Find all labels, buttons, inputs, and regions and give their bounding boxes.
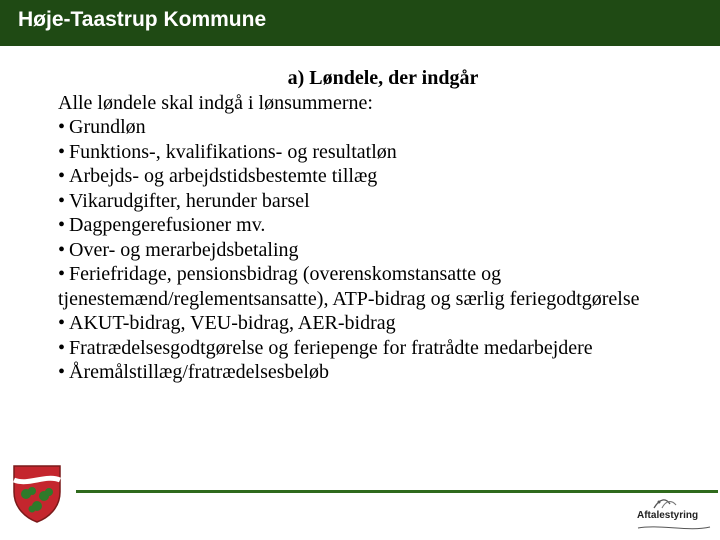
bullet-text: Funktions-, kvalifikations- og resultatløn [69,140,397,163]
bullet-item [58,360,708,385]
bullet-item [58,262,708,311]
logo-text: Aftalestyring [637,510,699,521]
bullet-marker: • [58,165,66,187]
bullet-text: Feriefridage, pensionsbidrag (overenskomstansatte og tjenestemænd/reglementsansatte), ATP-bidrag og særlig feriegodtgørelse [58,263,640,310]
bullet-item [58,238,708,263]
bullet-item [58,213,708,238]
header-title: Høje-Taastrup Kommune [18,8,267,31]
bullet-item [58,336,708,361]
bullet-marker: • [58,336,66,359]
bullet-text: Dagpengerefusioner mv. [69,214,266,236]
bullet-marker: • [58,361,66,383]
bullet-text: Vikarudgifter, herunder barsel [69,189,310,212]
bullet-text: AKUT-bidrag, VEU-bidrag, AER-bidrag [69,312,396,334]
bullet-marker: • [58,312,66,334]
aftalestyring-logo [634,496,714,534]
bullet-item [58,164,708,189]
bullet-text: Fratrædelsesgodtgørelse og feriepenge for fratrådte medarbejdere [69,336,593,359]
bullet-item [58,140,708,165]
bullet-item [58,115,708,140]
bullet-text: Over- og merarbejdsbetaling [69,238,299,261]
bullet-marker: • [58,263,66,285]
footer-divider [76,490,718,493]
bullet-marker: • [58,238,66,261]
bullet-marker: • [58,214,66,236]
bullet-text: Åremålstillæg/fratrædelsesbeløb [69,361,329,383]
bullet-marker: • [58,189,66,212]
slide-heading: a) Løndele, der indgår [287,67,479,89]
bullet-item [58,311,708,336]
bullet-list [58,115,708,385]
header-bar [0,0,720,46]
municipality-crest-icon [8,462,66,524]
bullet-item [58,189,708,214]
bullet-marker: • [58,140,66,163]
slide-content [58,66,708,385]
bullet-text: Grundløn [69,116,146,138]
slide-intro: Alle løndele skal indgå i lønsummerne: [58,91,373,114]
logo-underline-icon [634,523,714,533]
bullet-text: Arbejds- og arbejdstidsbestemte tillæg [69,165,378,187]
bullet-marker: • [58,116,66,138]
